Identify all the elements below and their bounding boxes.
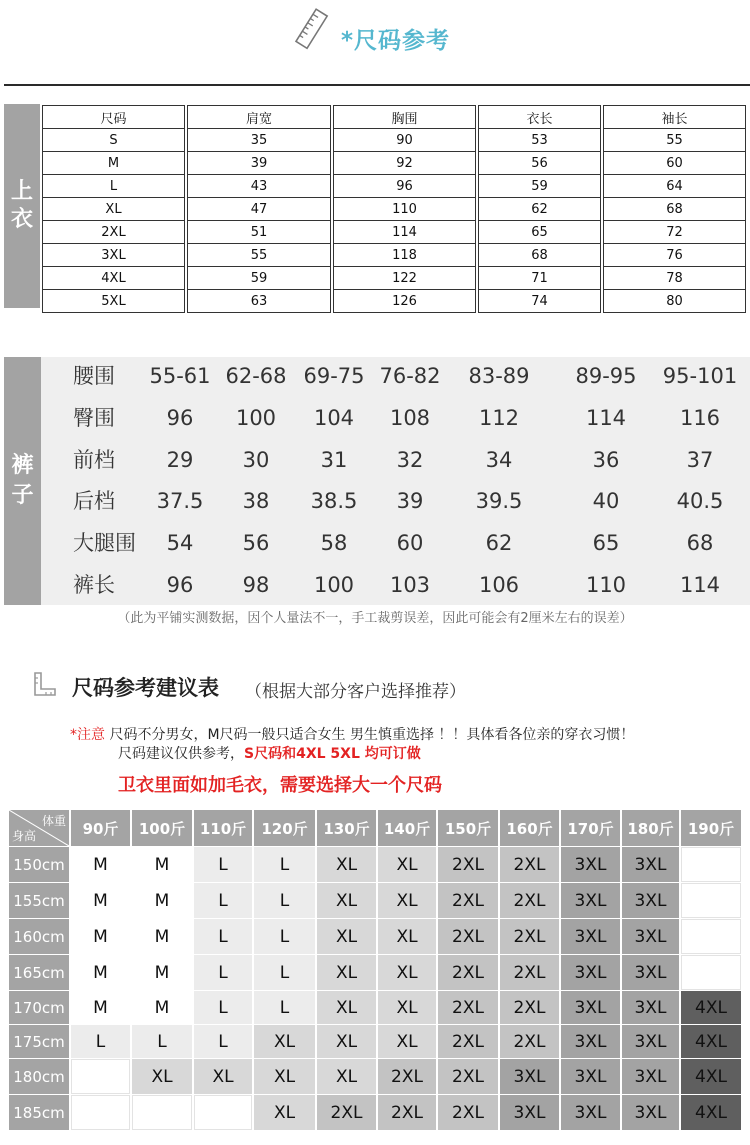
size-cell: L bbox=[194, 955, 252, 990]
size-cell: 3XL bbox=[561, 1095, 620, 1130]
top-wear-side-label bbox=[4, 104, 40, 308]
table-cell: 56 bbox=[478, 152, 601, 175]
table-cell: 71 bbox=[478, 267, 601, 290]
weight-axis-label: 体重 bbox=[41, 814, 66, 828]
column-header: 肩宽 bbox=[187, 105, 331, 129]
pants-cell: 96 bbox=[166, 573, 194, 597]
page-title: *尺码参考 bbox=[341, 28, 451, 54]
size-cell: M bbox=[132, 955, 192, 990]
recommendation-subtitle: （根据大部分客户选择推荐） bbox=[245, 682, 466, 702]
grid-corner bbox=[9, 810, 69, 846]
weight-column-header: 130斤 bbox=[317, 810, 376, 846]
pants-cell: 60 bbox=[396, 531, 424, 555]
size-cell: L bbox=[132, 1025, 192, 1058]
empty-cell bbox=[681, 883, 741, 918]
grid-row bbox=[9, 847, 741, 882]
height-row-header: 165cm bbox=[9, 955, 69, 990]
pants-row-label: 大腿围 bbox=[73, 531, 136, 555]
size-cell: XL bbox=[378, 991, 436, 1024]
size-cell: L bbox=[194, 883, 252, 918]
size-cell: XL bbox=[317, 1025, 376, 1058]
size-cell: 2XL bbox=[438, 883, 498, 918]
pants-cell: 32 bbox=[396, 448, 424, 472]
recommendation-notes bbox=[70, 726, 634, 764]
table-cell: 59 bbox=[478, 175, 601, 198]
table-cell: 122 bbox=[333, 267, 476, 290]
pants-cell: 116 bbox=[679, 406, 721, 430]
grid-row bbox=[9, 955, 741, 990]
table-cell: 62 bbox=[478, 198, 601, 221]
size-cell: 3XL bbox=[561, 919, 620, 954]
size-cell: XL bbox=[378, 919, 436, 954]
table-cell: 2XL bbox=[42, 221, 185, 244]
size-cell: 3XL bbox=[561, 883, 620, 918]
pants-cell: 30 bbox=[242, 448, 270, 472]
table-cell: S bbox=[42, 129, 185, 152]
size-cell: M bbox=[132, 847, 192, 882]
size-cell: 2XL bbox=[438, 955, 498, 990]
table-cell: 47 bbox=[187, 198, 331, 221]
grid-row bbox=[9, 1025, 741, 1058]
grid-row bbox=[9, 991, 741, 1024]
grid-row bbox=[9, 1059, 741, 1094]
height-row-header: 180cm bbox=[9, 1059, 69, 1094]
size-cell: 3XL bbox=[500, 1059, 559, 1094]
column-header: 尺码 bbox=[42, 105, 185, 129]
pants-cell: 56 bbox=[242, 531, 270, 555]
table-cell: 3XL bbox=[42, 244, 185, 267]
grid-row bbox=[9, 1095, 741, 1130]
size-cell: L bbox=[194, 991, 252, 1024]
note-line-1 bbox=[70, 726, 634, 745]
size-cell: 3XL bbox=[622, 1095, 679, 1130]
table-row bbox=[42, 198, 746, 221]
weight-column-header: 180斤 bbox=[622, 810, 679, 846]
height-row-header: 160cm bbox=[9, 919, 69, 954]
pants-cell: 106 bbox=[478, 573, 520, 597]
table-cell: 55 bbox=[603, 129, 746, 152]
size-cell: M bbox=[71, 955, 130, 990]
table-cell: 35 bbox=[187, 129, 331, 152]
pants-cell: 98 bbox=[242, 573, 270, 597]
table-cell: 80 bbox=[603, 290, 746, 313]
pants-cell: 100 bbox=[313, 573, 355, 597]
ruler-square-icon bbox=[33, 671, 57, 697]
table-row bbox=[42, 221, 746, 244]
table-cell: 59 bbox=[187, 267, 331, 290]
pants-row-label: 裤长 bbox=[73, 573, 115, 597]
size-cell: L bbox=[254, 919, 315, 954]
table-row bbox=[42, 152, 746, 175]
note-text-2: 尺码建议仅供参考， bbox=[118, 746, 244, 762]
page-header bbox=[0, 0, 750, 86]
weight-column-header: 160斤 bbox=[500, 810, 559, 846]
size-cell: XL bbox=[317, 847, 376, 882]
table-cell: 39 bbox=[187, 152, 331, 175]
table-cell: 126 bbox=[333, 290, 476, 313]
pants-cell: 55-61 bbox=[149, 364, 211, 388]
size-cell: 2XL bbox=[438, 847, 498, 882]
table-cell: 5XL bbox=[42, 290, 185, 313]
pants-cell: 112 bbox=[478, 406, 520, 430]
size-cell: XL bbox=[317, 919, 376, 954]
column-header: 衣长 bbox=[478, 105, 601, 129]
size-cell: 2XL bbox=[500, 991, 559, 1024]
header-divider bbox=[4, 84, 750, 86]
pants-cell: 69-75 bbox=[303, 364, 365, 388]
table-cell: 76 bbox=[603, 244, 746, 267]
pants-row-label: 后档 bbox=[73, 489, 115, 513]
pants-cell: 38.5 bbox=[310, 489, 358, 513]
top-wear-label-char: 上 bbox=[10, 179, 33, 204]
size-cell: 4XL bbox=[681, 991, 741, 1024]
table-cell: 90 bbox=[333, 129, 476, 152]
table-row bbox=[42, 129, 746, 152]
weight-column-header: 170斤 bbox=[561, 810, 620, 846]
pants-row-label: 前档 bbox=[73, 448, 115, 472]
height-row-header: 150cm bbox=[9, 847, 69, 882]
pants-cell: 39 bbox=[396, 489, 424, 513]
recommendation-title: 尺码参考建议表 bbox=[72, 676, 219, 700]
empty-cell bbox=[194, 1095, 252, 1130]
sweater-warning: 卫衣里面如加毛衣，需要选择大一个尺码 bbox=[118, 775, 442, 796]
size-cell: 2XL bbox=[500, 847, 559, 882]
size-cell: 2XL bbox=[500, 1025, 559, 1058]
size-cell: L bbox=[71, 1025, 130, 1058]
size-cell: 4XL bbox=[681, 1095, 741, 1130]
weight-column-header: 120斤 bbox=[254, 810, 315, 846]
size-cell: 2XL bbox=[438, 991, 498, 1024]
size-cell: L bbox=[254, 991, 315, 1024]
size-cell: XL bbox=[378, 883, 436, 918]
size-cell: 2XL bbox=[378, 1095, 436, 1130]
size-cell: XL bbox=[194, 1059, 252, 1094]
pants-cell: 96 bbox=[166, 406, 194, 430]
pants-cell: 29 bbox=[166, 448, 194, 472]
size-cell: XL bbox=[254, 1059, 315, 1094]
table-cell: 60 bbox=[603, 152, 746, 175]
weight-column-header: 140斤 bbox=[378, 810, 436, 846]
size-cell: M bbox=[132, 919, 192, 954]
pants-row bbox=[0, 398, 750, 438]
pants-label-char: 裤 bbox=[11, 453, 34, 478]
size-cell: 3XL bbox=[622, 991, 679, 1024]
pants-cell: 38 bbox=[242, 489, 270, 513]
size-cell: M bbox=[71, 919, 130, 954]
pants-cell: 62 bbox=[485, 531, 513, 555]
size-cell: 3XL bbox=[561, 847, 620, 882]
size-cell: 4XL bbox=[681, 1025, 741, 1058]
empty-cell bbox=[681, 919, 741, 954]
table-cell: 68 bbox=[478, 244, 601, 267]
top-wear-label-char: 衣 bbox=[10, 207, 33, 232]
table-cell: 65 bbox=[478, 221, 601, 244]
empty-cell bbox=[71, 1059, 130, 1094]
pants-row bbox=[0, 481, 750, 521]
pants-row bbox=[0, 356, 750, 396]
table-cell: 74 bbox=[478, 290, 601, 313]
table-cell: 63 bbox=[187, 290, 331, 313]
weight-column-header: 190斤 bbox=[681, 810, 741, 846]
table-cell: 64 bbox=[603, 175, 746, 198]
pants-row bbox=[0, 523, 750, 563]
size-cell: XL bbox=[254, 1095, 315, 1130]
size-cell: M bbox=[71, 991, 130, 1024]
size-cell: XL bbox=[378, 1025, 436, 1058]
size-cell: 2XL bbox=[378, 1059, 436, 1094]
measurement-note: （此为平铺实测数据，因个人量法不一，手工裁剪误差，因此可能会有2厘米左右的误差） bbox=[117, 611, 633, 626]
size-cell: XL bbox=[378, 955, 436, 990]
size-cell: XL bbox=[317, 1059, 376, 1094]
size-cell: 3XL bbox=[561, 1025, 620, 1058]
table-cell: 55 bbox=[187, 244, 331, 267]
height-axis-label: 身高 bbox=[12, 829, 37, 843]
pants-cell: 104 bbox=[313, 406, 355, 430]
pants-cell: 95-101 bbox=[662, 364, 738, 388]
size-cell: XL bbox=[254, 1025, 315, 1058]
weight-column-header: 90斤 bbox=[71, 810, 130, 846]
column-header: 胸围 bbox=[333, 105, 476, 129]
size-cell: XL bbox=[317, 991, 376, 1024]
pants-cell: 108 bbox=[389, 406, 431, 430]
size-cell: 3XL bbox=[622, 847, 679, 882]
table-cell: 78 bbox=[603, 267, 746, 290]
empty-cell bbox=[681, 847, 741, 882]
pants-row-label: 臀围 bbox=[73, 406, 115, 430]
size-cell: XL bbox=[378, 847, 436, 882]
size-cell: 3XL bbox=[622, 955, 679, 990]
size-cell: 4XL bbox=[681, 1059, 741, 1094]
table-cell: XL bbox=[42, 198, 185, 221]
size-recommendation-grid bbox=[7, 809, 743, 1131]
height-row-header: 185cm bbox=[9, 1095, 69, 1130]
table-cell: 53 bbox=[478, 129, 601, 152]
size-cell: XL bbox=[317, 955, 376, 990]
empty-cell bbox=[71, 1095, 130, 1130]
size-cell: 2XL bbox=[317, 1095, 376, 1130]
grid-row bbox=[9, 919, 741, 954]
table-cell: 118 bbox=[333, 244, 476, 267]
table-cell: 4XL bbox=[42, 267, 185, 290]
height-row-header: 170cm bbox=[9, 991, 69, 1024]
pants-cell: 58 bbox=[320, 531, 348, 555]
ruler-icon bbox=[294, 8, 330, 50]
table-cell: 96 bbox=[333, 175, 476, 198]
table-cell: L bbox=[42, 175, 185, 198]
table-cell: M bbox=[42, 152, 185, 175]
pants-row bbox=[0, 440, 750, 480]
weight-column-header: 100斤 bbox=[132, 810, 192, 846]
size-cell: 3XL bbox=[622, 1025, 679, 1058]
custom-order-note: S尺码和4XL 5XL 均可订做 bbox=[244, 746, 421, 762]
size-cell: 2XL bbox=[438, 1059, 498, 1094]
column-header: 袖长 bbox=[603, 105, 746, 129]
grid-row bbox=[9, 883, 741, 918]
pants-row-label: 腰围 bbox=[73, 364, 115, 388]
table-cell: 114 bbox=[333, 221, 476, 244]
pants-cell: 54 bbox=[166, 531, 194, 555]
table-row bbox=[42, 175, 746, 198]
pants-cell: 39.5 bbox=[475, 489, 523, 513]
table-row bbox=[42, 290, 746, 313]
pants-cell: 89-95 bbox=[575, 364, 637, 388]
pants-cell: 40 bbox=[592, 489, 620, 513]
pants-cell: 37 bbox=[686, 448, 714, 472]
table-header-row bbox=[42, 105, 746, 129]
pants-cell: 37.5 bbox=[156, 489, 204, 513]
pants-cell: 114 bbox=[679, 573, 721, 597]
pants-cell: 34 bbox=[485, 448, 513, 472]
table-cell: 92 bbox=[333, 152, 476, 175]
size-cell: L bbox=[194, 1025, 252, 1058]
size-cell: L bbox=[194, 919, 252, 954]
size-cell: 2XL bbox=[438, 1025, 498, 1058]
pants-cell: 110 bbox=[585, 573, 627, 597]
height-row-header: 155cm bbox=[9, 883, 69, 918]
table-row bbox=[42, 267, 746, 290]
pants-cell: 83-89 bbox=[468, 364, 530, 388]
pants-label-char: 子 bbox=[11, 483, 34, 508]
table-cell: 110 bbox=[333, 198, 476, 221]
pants-cell: 40.5 bbox=[676, 489, 724, 513]
pants-row bbox=[0, 565, 750, 605]
pants-cell: 62-68 bbox=[225, 364, 287, 388]
top-wear-size-table bbox=[40, 105, 748, 313]
pants-cell: 68 bbox=[686, 531, 714, 555]
size-cell: M bbox=[71, 883, 130, 918]
size-cell: XL bbox=[132, 1059, 192, 1094]
weight-column-header: 150斤 bbox=[438, 810, 498, 846]
size-cell: M bbox=[132, 991, 192, 1024]
size-cell: 3XL bbox=[622, 919, 679, 954]
table-cell: 68 bbox=[603, 198, 746, 221]
height-row-header: 175cm bbox=[9, 1025, 69, 1058]
size-cell: 3XL bbox=[561, 991, 620, 1024]
table-cell: 72 bbox=[603, 221, 746, 244]
empty-cell bbox=[681, 955, 741, 990]
pants-cell: 76-82 bbox=[379, 364, 441, 388]
size-cell: 3XL bbox=[561, 955, 620, 990]
size-cell: 3XL bbox=[561, 1059, 620, 1094]
size-cell: L bbox=[254, 847, 315, 882]
size-cell: M bbox=[132, 883, 192, 918]
size-cell: 2XL bbox=[500, 955, 559, 990]
pants-cell: 31 bbox=[320, 448, 348, 472]
size-cell: M bbox=[71, 847, 130, 882]
size-cell: L bbox=[254, 883, 315, 918]
note-label: *注意 bbox=[70, 727, 105, 743]
size-cell: L bbox=[254, 955, 315, 990]
size-cell: 2XL bbox=[438, 1095, 498, 1130]
size-cell: 3XL bbox=[622, 883, 679, 918]
size-cell: XL bbox=[317, 883, 376, 918]
size-cell: 2XL bbox=[500, 883, 559, 918]
note-line-2 bbox=[70, 745, 634, 764]
pants-cell: 103 bbox=[389, 573, 431, 597]
table-cell: 51 bbox=[187, 221, 331, 244]
pants-cell: 100 bbox=[235, 406, 277, 430]
pants-cell: 114 bbox=[585, 406, 627, 430]
note-text-1: 尺码不分男女，M尺码一般只适合女生 男生慎重选择 ！！具体看各位亲的穿衣习惯！ bbox=[109, 727, 635, 743]
table-row bbox=[42, 244, 746, 267]
size-cell: 2XL bbox=[500, 919, 559, 954]
weight-column-header: 110斤 bbox=[194, 810, 252, 846]
size-cell: 3XL bbox=[500, 1095, 559, 1130]
table-cell: 43 bbox=[187, 175, 331, 198]
size-cell: 2XL bbox=[438, 919, 498, 954]
size-cell: L bbox=[194, 847, 252, 882]
pants-cell: 65 bbox=[592, 531, 620, 555]
empty-cell bbox=[132, 1095, 192, 1130]
pants-cell: 36 bbox=[592, 448, 620, 472]
size-cell: 3XL bbox=[622, 1059, 679, 1094]
